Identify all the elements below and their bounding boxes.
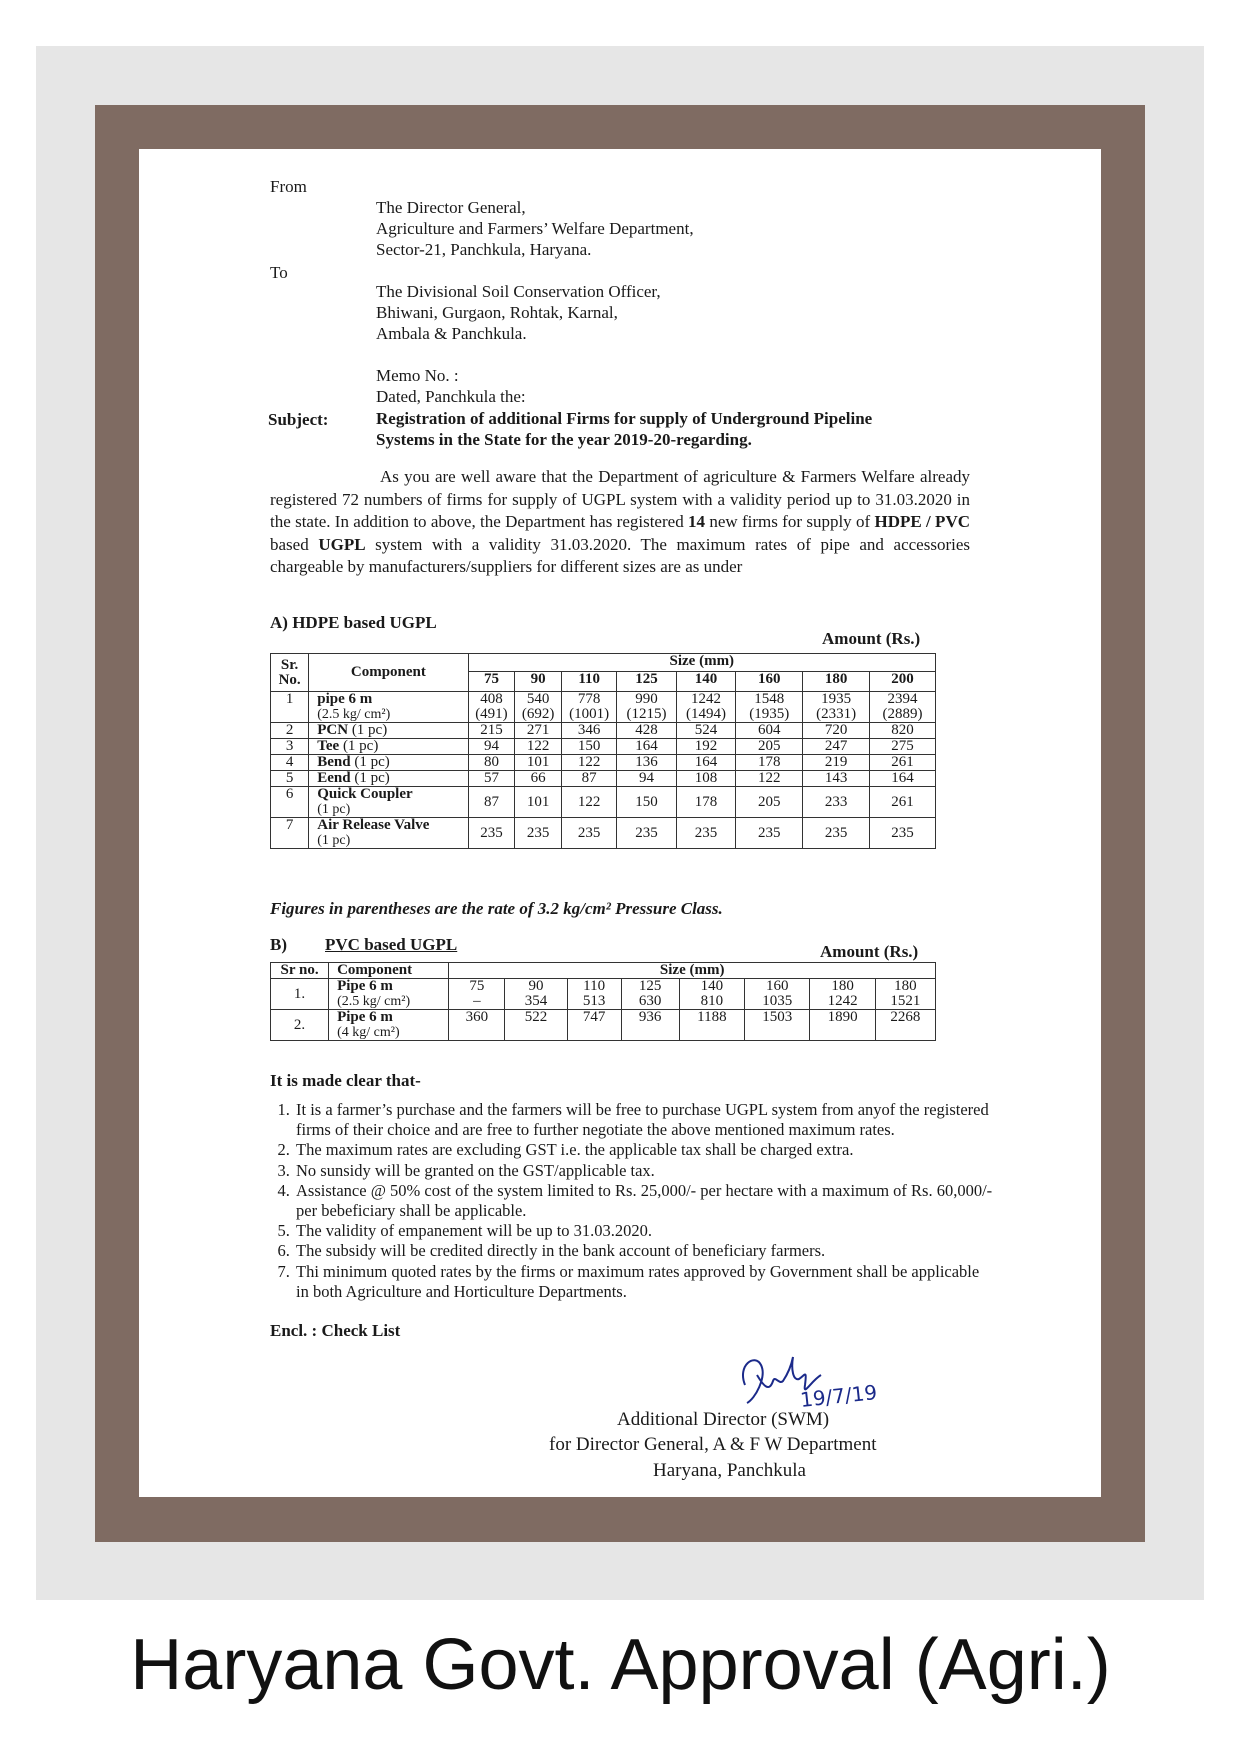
para-text-6: UGPL (318, 534, 366, 554)
cell: 235 (803, 818, 870, 849)
table-row (271, 755, 936, 771)
cell: 87 (562, 771, 617, 787)
table-row (271, 979, 936, 1010)
cell: 125 630 (621, 979, 679, 1010)
row-sr: 1. (271, 979, 329, 1010)
cell: 164 (676, 755, 735, 771)
signatory-title: Additional Director (SWM) (617, 1409, 830, 1430)
hdpe-size-140: 140 (676, 672, 735, 692)
from-line-2: Agriculture and Farmers’ Welfare Department, (376, 219, 694, 238)
para-text-4: HDPE / PVC (874, 512, 970, 531)
table-row (271, 1010, 936, 1041)
subject-label: Subject: (268, 410, 329, 429)
cell: 1503 (745, 1010, 810, 1041)
cell: 101 (515, 755, 562, 771)
table-row (271, 787, 936, 818)
para-text-7: system with a validity 31.03.2020. The maximum rates of pipe and accessories chargeable by manufacturers/suppliers for different sizes are as under (270, 534, 970, 576)
cell: 122 (515, 739, 562, 755)
list-item: 4. Assistance @ 50% cost of the system limited to Rs. 25,000/- per hectare with a maximum of Rs. 60,000/- per bebeficiary shall be applicable. (294, 1181, 994, 1221)
row-sr: 2 (271, 723, 309, 739)
list-item: 7. Thi minimum quoted rates by the firms or maximum rates approved by Government shall be applicable in both Agriculture and Horticulture Departments. (294, 1262, 994, 1302)
enclosure: Encl. : Check List (270, 1321, 401, 1340)
cell: 604 (736, 723, 803, 739)
from-line-1: The Director General, (376, 198, 526, 217)
cell: 94 (468, 739, 515, 755)
dated-line: Dated, Panchkula the: (376, 387, 526, 406)
cell: 150 (562, 739, 617, 755)
cell: 275 (870, 739, 936, 755)
from-label: From (270, 177, 307, 196)
para-text-3: new firms for supply of (705, 512, 875, 531)
subject-line-2: Systems in the State for the year 2019-20-regarding. (376, 430, 752, 449)
cell: 205 (736, 739, 803, 755)
cell: 2394 (2889) (870, 692, 936, 723)
cell: 540 (692) (515, 692, 562, 723)
row-component (309, 692, 468, 723)
pvc-amount-label: Amount (Rs.) (820, 942, 919, 961)
cell: 261 (870, 787, 936, 818)
list-item: 5. The validity of empanement will be up to 31.03.2020. (294, 1221, 994, 1241)
para-text-2: 14 (688, 512, 706, 531)
cell: 66 (515, 771, 562, 787)
cell: 108 (676, 771, 735, 787)
hdpe-size-160: 160 (736, 672, 803, 692)
cell: 990 (1215) (617, 692, 676, 723)
cell: 1935 (2331) (803, 692, 870, 723)
cell: 271 (515, 723, 562, 739)
cell: 90 354 (505, 979, 567, 1010)
hdpe-size-180: 180 (803, 672, 870, 692)
to-label: To (270, 263, 288, 282)
cell: 180 1521 (875, 979, 935, 1010)
subject-line-1: Registration of additional Firms for supply of Underground Pipeline (376, 409, 873, 428)
signature-date: 19/7/19 (799, 1380, 879, 1412)
hdpe-header-component: Component (309, 654, 468, 692)
cell: 215 (468, 723, 515, 739)
row-sr: 6 (271, 787, 309, 818)
row-sr: 3 (271, 739, 309, 755)
cell: 75 – (449, 979, 505, 1010)
cell: 235 (870, 818, 936, 849)
cell: 428 (617, 723, 676, 739)
row-sr: 7 (271, 818, 309, 849)
clear-heading: It is made clear that- (270, 1071, 421, 1090)
cell: 408 (491) (468, 692, 515, 723)
cell: 160 1035 (745, 979, 810, 1010)
cell: 110 513 (567, 979, 621, 1010)
table-row (271, 692, 936, 723)
cell: 747 (567, 1010, 621, 1041)
cell: 87 (468, 787, 515, 818)
cell: 192 (676, 739, 735, 755)
hdpe-header-sr: Sr. No. (271, 654, 309, 692)
row-sr: 5 (271, 771, 309, 787)
cell: 261 (870, 755, 936, 771)
cell: 150 (617, 787, 676, 818)
cell: 1548 (1935) (736, 692, 803, 723)
cell: 235 (468, 818, 515, 849)
list-item: 3. No sunsidy will be granted on the GST/applicable tax. (294, 1161, 994, 1181)
cell: 233 (803, 787, 870, 818)
row-component: PCN (1 pc) (309, 723, 468, 739)
hdpe-header-size: Size (mm) (468, 654, 935, 672)
pvc-heading: PVC based UGPL (325, 935, 458, 954)
cell: 778 (1001) (562, 692, 617, 723)
cell: 143 (803, 771, 870, 787)
cell: 180 1242 (810, 979, 875, 1010)
cell: 820 (870, 723, 936, 739)
cell: 178 (676, 787, 735, 818)
cell: 346 (562, 723, 617, 739)
list-item: 6. The subsidy will be credited directly in the bank account of beneficiary farmers. (294, 1241, 994, 1261)
from-line-3: Sector-21, Panchkula, Haryana. (376, 240, 592, 259)
hdpe-size-75: 75 (468, 672, 515, 692)
table-row (271, 818, 936, 849)
cell: 164 (870, 771, 936, 787)
cell: 205 (736, 787, 803, 818)
pvc-header-size: Size (mm) (449, 963, 936, 979)
hdpe-size-90: 90 (515, 672, 562, 692)
body-paragraph (270, 466, 970, 579)
cell: 94 (617, 771, 676, 787)
cell: 235 (515, 818, 562, 849)
footer-caption: Haryana Govt. Approval (Agri.) (130, 1625, 1111, 1705)
to-line-3: Ambala & Panchkula. (376, 324, 527, 343)
hdpe-heading: A) HDPE based UGPL (270, 613, 437, 632)
pvc-header-sr: Sr no. (271, 963, 329, 979)
cell: 178 (736, 755, 803, 771)
cell: 936 (621, 1010, 679, 1041)
cell: 720 (803, 723, 870, 739)
cell: 2268 (875, 1010, 935, 1041)
cell: 101 (515, 787, 562, 818)
hdpe-amount-label: Amount (Rs.) (822, 629, 921, 648)
cell: 524 (676, 723, 735, 739)
cell: 522 (505, 1010, 567, 1041)
hdpe-size-200: 200 (870, 672, 936, 692)
row-sr: 4 (271, 755, 309, 771)
component-sub: (2.5 kg/ cm²) (317, 707, 391, 722)
para-text-5: based (270, 534, 319, 554)
pvc-heading-prefix: B) (270, 935, 287, 954)
row-component: Pipe 6 m (4 kg/ cm²) (329, 1010, 449, 1041)
row-sr: 2. (271, 1010, 329, 1041)
hdpe-size-110: 110 (562, 672, 617, 692)
row-component: Pipe 6 m (2.5 kg/ cm²) (329, 979, 449, 1010)
to-line-2: Bhiwani, Gurgaon, Rohtak, Karnal, (376, 303, 618, 322)
row-component: Quick Coupler (1 pc) (309, 787, 468, 818)
hdpe-rate-table (270, 653, 936, 849)
cell: 164 (617, 739, 676, 755)
pvc-header-component: Component (329, 963, 449, 979)
pvc-rate-table (270, 962, 936, 1041)
cell: 1242 (1494) (676, 692, 735, 723)
clear-list (270, 1100, 994, 1302)
table-row (271, 771, 936, 787)
memo-number: Memo No. : (376, 366, 459, 385)
to-line-1: The Divisional Soil Conservation Officer, (376, 282, 661, 301)
cell: 140 810 (679, 979, 744, 1010)
list-item: 2. The maximum rates are excluding GST i.e. the applicable tax shall be charged extra. (294, 1140, 994, 1160)
row-component: Bend (1 pc) (309, 755, 468, 771)
row-component: Tee (1 pc) (309, 739, 468, 755)
row-component: Air Release Valve (1 pc) (309, 818, 468, 849)
cell: 235 (562, 818, 617, 849)
cell: 136 (617, 755, 676, 771)
cell: 122 (736, 771, 803, 787)
list-item: 1. It is a farmer’s purchase and the farmers will be free to purchase UGPL system from anyof the registered firms of their choice and are free to further negotiate the above mentioned maximum rates. (294, 1100, 994, 1140)
component-name: pipe 6 m (317, 691, 373, 707)
cell: 80 (468, 755, 515, 771)
cell: 122 (562, 755, 617, 771)
cell: 235 (736, 818, 803, 849)
cell: 122 (562, 787, 617, 818)
cell: 360 (449, 1010, 505, 1041)
hdpe-size-125: 125 (617, 672, 676, 692)
table-row (271, 723, 936, 739)
cell: 219 (803, 755, 870, 771)
hdpe-note: Figures in parentheses are the rate of 3.2 kg/cm² Pressure Class. (270, 899, 723, 918)
signatory-place: Haryana, Panchkula (653, 1460, 806, 1481)
cell: 235 (617, 818, 676, 849)
row-sr: 1 (271, 692, 309, 723)
row-component: Eend (1 pc) (309, 771, 468, 787)
cell: 247 (803, 739, 870, 755)
cell: 57 (468, 771, 515, 787)
table-row (271, 739, 936, 755)
cell: 235 (676, 818, 735, 849)
cell: 1890 (810, 1010, 875, 1041)
para-text-1: As you are well aware that the Department of agriculture & Farmers Welfare already registered 72 numbers of firms for supply of UGPL system with a validity period up to 31.03.2020 in the state. In addition to above, the Department has registered (270, 467, 970, 531)
cell: 1188 (679, 1010, 744, 1041)
signatory-for: for Director General, A & F W Department (549, 1434, 877, 1455)
